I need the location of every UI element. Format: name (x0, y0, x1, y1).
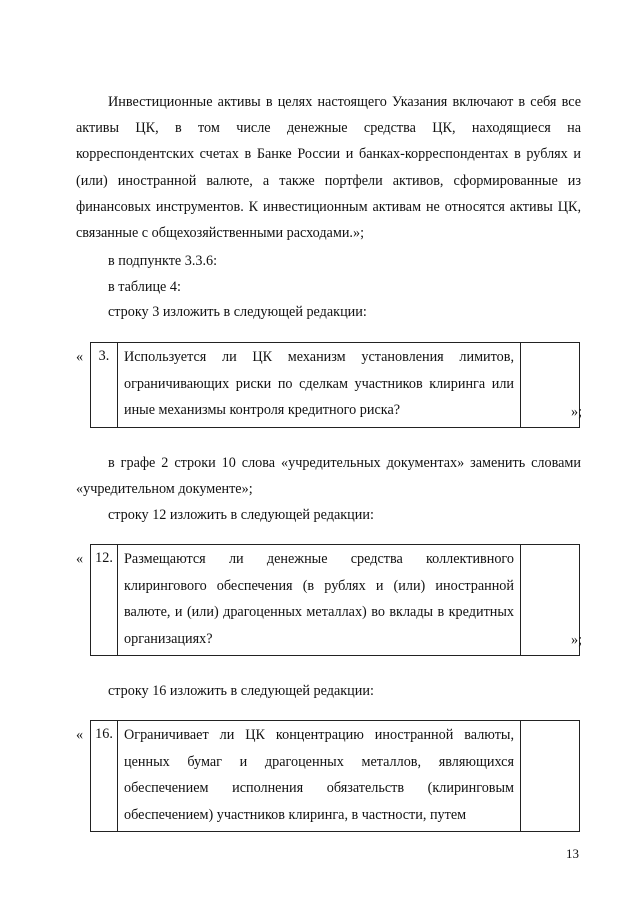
row12-open-quote: « (76, 551, 84, 567)
row3-table (90, 342, 583, 428)
row16-number: 16. (91, 721, 118, 832)
row16-answer-cell (521, 721, 580, 832)
paragraph-investment-text: Инвестиционные активы в целях настоящего Указания включают в себя все активы ЦК, в том числе денежные средства ЦК, находящиеся на корреспондентских счетах в Банке России и банках-корреспондентах в рублях и (или) иностранной валюте, а также портфели активов, сформированные из финансовых инструментов. К инвестиционным активам не относятся активы ЦК, связанные с общехозяйственными расходами.»; (76, 94, 581, 242)
row12-text: Размещаются ли денежные средства коллективного клирингового обеспечения (в рублях и (или) иностранной валюте, и (или) драгоценных металлах) во вклады в кредитных организациях? (118, 545, 521, 656)
paragraph-graph2 (76, 450, 581, 502)
row12-table (90, 544, 583, 656)
row3-number: 3. (91, 343, 118, 428)
paragraph-investment-assets (76, 89, 581, 246)
row16-table (90, 720, 580, 832)
line-subpoint: в подпункте 3.3.6: (108, 253, 218, 269)
line-table4: в таблице 4: (108, 279, 181, 295)
table-row (91, 721, 580, 832)
row12-number: 12. (91, 545, 118, 656)
row12-close-quote: »; (571, 632, 583, 648)
row3-close-quote: »; (571, 404, 583, 420)
page-number: 13 (566, 846, 579, 861)
paragraph-graph2-text: в графе 2 строки 10 слова «учредительных документах» заменить словами «учредительном документе»; (76, 455, 581, 498)
line-row16-intro: строку 16 изложить в следующей редакции: (108, 683, 374, 699)
row16-text: Ограничивает ли ЦК концентрацию иностранной валюты, ценных бумаг и драгоценных металлов, являющихся обеспечением исполнения обязательств (клиринговым обеспечением) участников клиринга, в частности, путем (118, 721, 521, 832)
line-row12-intro: строку 12 изложить в следующей редакции: (108, 507, 374, 523)
table-row (91, 545, 580, 656)
row3-open-quote: « (76, 349, 84, 365)
row3-text: Используется ли ЦК механизм установления лимитов, ограничивающих риски по сделкам участников клиринга или иные механизмы контроля кредитного риска? (118, 343, 521, 428)
row16-open-quote: « (76, 727, 84, 743)
line-row3-intro: строку 3 изложить в следующей редакции: (108, 304, 367, 320)
table-row (91, 343, 580, 428)
